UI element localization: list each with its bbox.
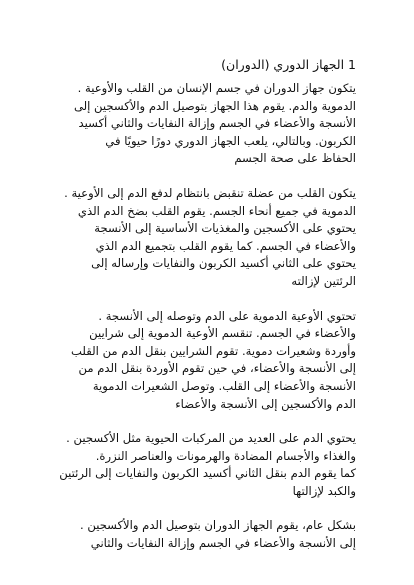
text-line: إلى الأنسجة والأعضاء في الجسم وإزالة النفايات والثاني [90,536,356,551]
text-line: يحتوي على الثاني أكسيد الكربون والنفايات وإرساله إلى [91,256,356,271]
text-line: يحتوي الدم على العديد من المركبات الحيوية مثل الأكسجين . [66,431,356,446]
text-line: الدموية في جميع أنحاء الجسم. يقوم القلب بضخ الدم الذي [77,203,356,218]
text-line: كما يقوم الدم بنقل الثاني أكسيد الكربون والنفايات إلى الرئتين [59,466,356,481]
paragraph-2 [44,185,356,291]
text-line: الحفاظ على صحة الجسم [234,151,356,166]
paragraph-1 [44,80,356,168]
text-line: والأعضاء في الجسم. تنقسم الأوعية الدموية إلى شرايين [89,326,356,341]
paragraph-3 [44,308,356,414]
text-line: والكبد لإزالتها [292,483,356,498]
paragraph-5 [44,517,356,552]
text-line: الكربون. وبالتالي، يلعب الجهاز الدوري دورًا حيويًا في [105,133,356,148]
document-body [44,56,356,570]
text-line: الأنسجة والأعضاء إلى القلب. وتوصل الشعيرات الدموية [92,378,356,393]
text-line: يتكون القلب من عضلة تنقبض بانتظام لدفع الدم إلى الأوعية . [64,185,356,200]
text-line: يتكون جهاز الدوران في جسم الإنسان من القلب والأوعية . [77,81,356,95]
text-line: الأنسجة والأعضاء في الجسم وإزالة النفايات والثاني أكسيد [78,116,356,131]
text-line: الدموية والدم. يقوم هذا الجهاز بتوصيل الدم والأكسجين إلى [73,98,356,113]
text-line: الرئتين لإزالته [291,273,356,288]
text-line: إلى الأنسجة والأعضاء، في حين تقوم الأوردة بنقل الدم من [78,361,356,376]
text-line: بشكل عام، يقوم الجهاز الدوران بتوصيل الدم والأكسجين . [80,518,356,533]
section-heading: 1 الجهاز الدوري (الدوران) [221,57,356,72]
text-line: يحتوي على الأكسجين والمغذيات الأساسية إلى الأنسجة [94,221,356,236]
text-line: والغذاء والأجسام المضادة والهرمونات والعناصر النزرة. [95,448,356,463]
paragraph-4 [44,430,356,500]
text-line: الدم والأكسجين إلى الأنسجة والأعضاء [175,396,356,411]
text-line: والأعضاء في الجسم. كما يقوم القلب بتجميع الدم الذي [95,238,356,253]
text-line: وأوردة وشعيرات دموية. تقوم الشرايين بنقل الدم من القلب [71,343,356,358]
text-line: تحتوي الأوعية الدموية على الدم وتوصله إلى الأنسجة . [98,308,356,323]
